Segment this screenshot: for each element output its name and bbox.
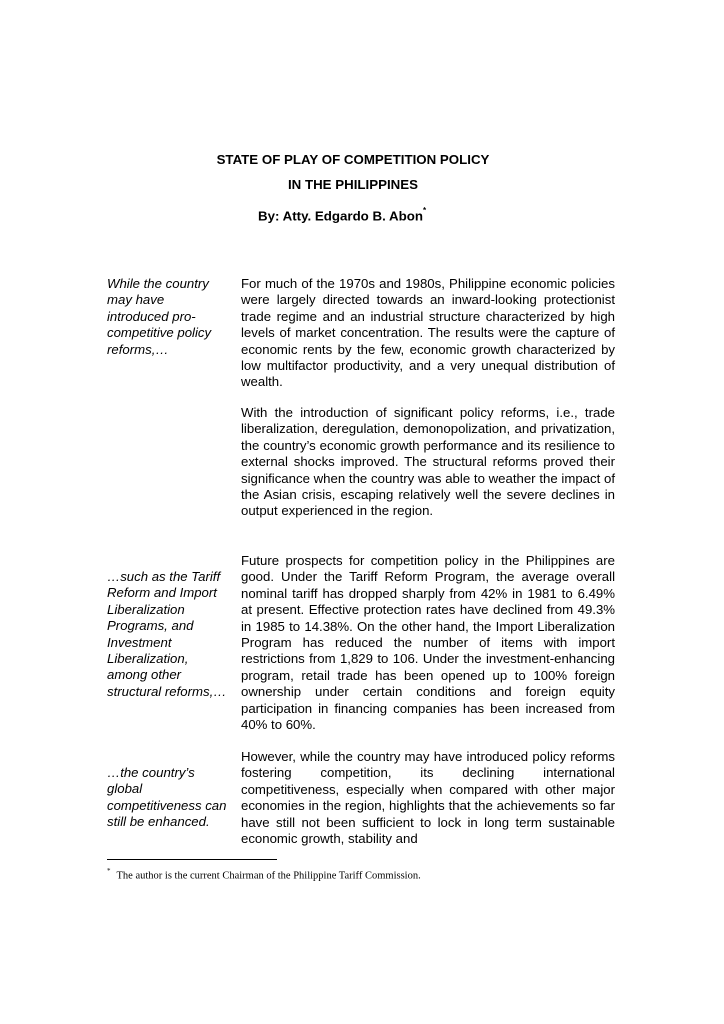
footnote-separator <box>107 859 277 860</box>
footnote-reference: * <box>422 206 427 215</box>
footnote <box>107 866 421 883</box>
margin-note: …such as the Tariff Reform and Import Liberalization Programs, and Investment Liberalization, among other structural reforms,… <box>107 569 227 699</box>
body-paragraph: For much of the 1970s and 1980s, Philippine economic policies were largely directed towards an inward-looking protectionist trade regime and an industrial structure characterized by high levels of market concentration. The results were the capture of economic rents by the few, economic growth characterized by low multifactor productivity, and a very unequal distribution of wealth. <box>241 276 615 390</box>
body-paragraph: However, while the country may have introduced policy reforms fostering competition, its declining international competitiveness, especially when compared with other major economies in the region, highlights that the achievements so far have still not been sufficient to lock in long term sustainable economic growth, stability and <box>241 749 615 847</box>
author-byline <box>258 208 426 224</box>
document-title-line-2: IN THE PHILIPPINES <box>287 177 419 192</box>
margin-note: …the country’s global competitiveness can still be enhanced. <box>107 765 227 830</box>
body-paragraph: With the introduction of significant policy reforms, i.e., trade liberalization, deregulation, demonopolization, and privatization, the country’s economic growth performance and its resilience to external shocks improved. The structural reforms proved their significance when the country was able to weather the impact of the Asian crisis, escaping relatively well the severe declines in output experienced in the region. <box>241 405 615 519</box>
footnote-text: The author is the current Chairman of the Philippine Tariff Commission. <box>116 870 421 882</box>
document-title-line-1: STATE OF PLAY OF COMPETITION POLICY <box>216 152 490 167</box>
footnote-marker: * <box>107 867 111 875</box>
body-paragraph: Future prospects for competition policy in the Philippines are good. Under the Tariff Reform Program, the average overall nominal tariff has dropped sharply from 42% in 1981 to 6.49% at present. Effective protection rates have declined from 49.3% in 1985 to 14.38%. On the other hand, the Import Liberalization Program has reduced the number of items with import restrictions from 1,829 to 106. Under the investment-enhancing program, retail trade has been opened up to 100% foreign ownership under certain conditions and foreign equity participation in financing companies has been increased from 40% to 60%. <box>241 553 615 733</box>
margin-note: While the country may have introduced pro-competitive policy reforms,… <box>107 276 212 357</box>
author-name: By: Atty. Edgardo B. Abon <box>258 208 423 224</box>
